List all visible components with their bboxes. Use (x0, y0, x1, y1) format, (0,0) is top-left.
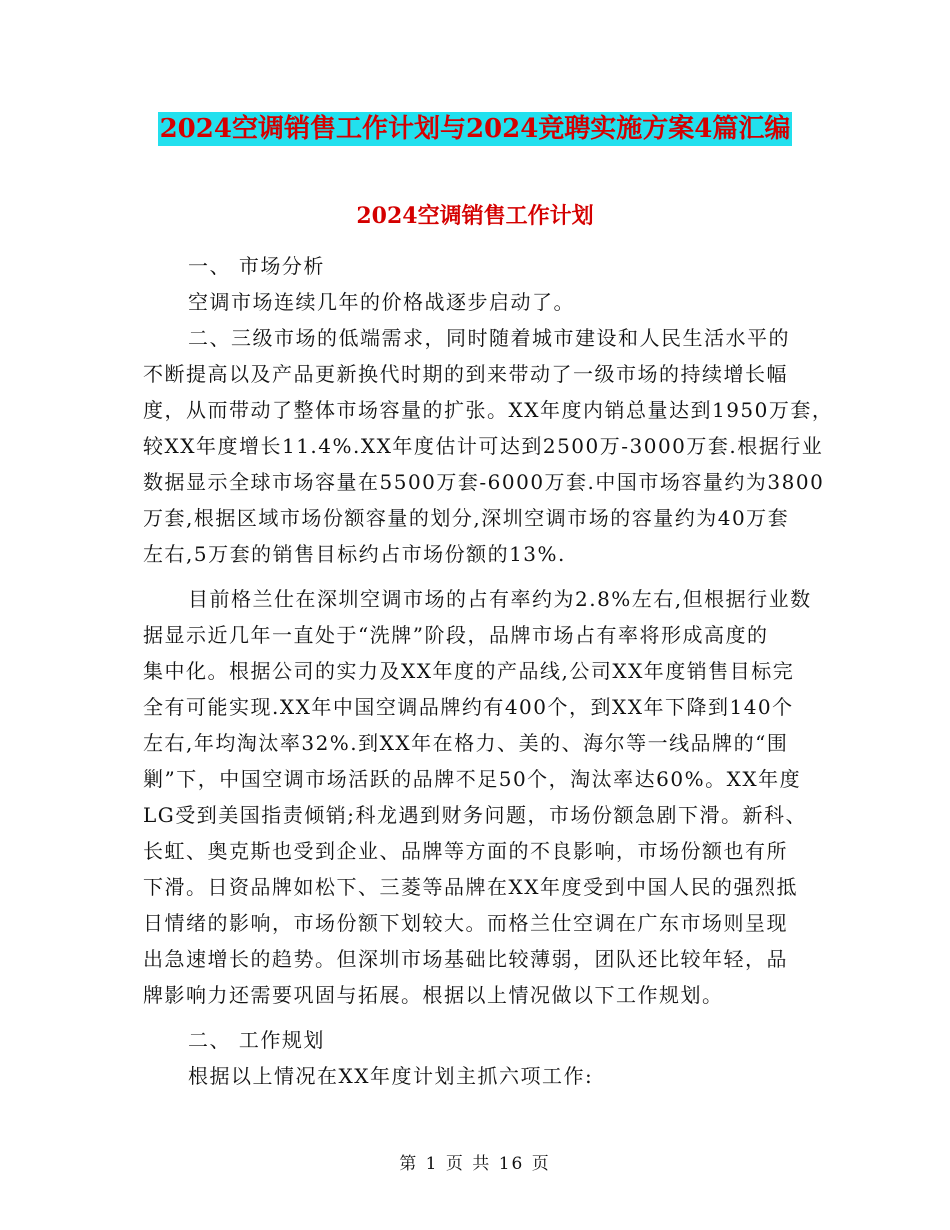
paragraph-line: LG受到美国指责倾销;科龙遇到财务问题，市场份额急剧下滑。新科、 (143, 803, 807, 827)
heading-market-analysis: 一、 市场分析 (188, 254, 325, 278)
paragraph-line: 长虹、奥克斯也受到企业、品牌等方面的不良影响，市场份额也有所 (143, 839, 788, 863)
heading-work-plan: 二、 工作规划 (188, 1028, 325, 1052)
paragraph-line: 下滑。日资品牌如松下、三菱等品牌在XX年度受到中国人民的强烈抵 (143, 875, 798, 899)
document-title: 2024空调销售工作计划与2024竞聘实施方案4篇汇编 (159, 114, 791, 144)
document-title-container (0, 112, 950, 146)
paragraph-line: 据显示近几年一直处于“洗牌”阶段，品牌市场占有率将形成高度的 (143, 623, 769, 647)
paragraph-line: 左右,年均淘汰率32%.到XX年在格力、美的、海尔等一线品牌的“围 (143, 731, 789, 755)
paragraph-line: 较XX年度增长11.4%.XX年度估计可达到2500万-3000万套.根据行业 (143, 434, 824, 458)
paragraph-line: 不断提高以及产品更新换代时期的到来带动了一级市场的持续增长幅 (143, 362, 788, 386)
paragraph-line: 度，从而带动了整体市场容量的扩张。XX年度内销总量达到1950万套， (143, 398, 834, 422)
paragraph-line: 二、三级市场的低端需求，同时随着城市建设和人民生活水平的 (188, 326, 790, 350)
paragraph-line: 牌影响力还需要巩固与拓展。根据以上情况做以下工作规划。 (143, 983, 724, 1007)
page-number-footer: 第 1 页 共 16 页 (399, 1154, 551, 1174)
paragraph-line: 目前格兰仕在深圳空调市场的占有率约为2.8%左右,但根据行业数 (188, 587, 812, 611)
paragraph-line: 数据显示全球市场容量在5500万套-6000万套.中国市场容量约为3800 (143, 470, 825, 494)
paragraph-line: 空调市场连续几年的价格战逐步启动了。 (188, 290, 575, 314)
paragraph-line: 剿”下，中国空调市场活跃的品牌不足50个，淘汰率达60%。XX年度 (143, 767, 802, 791)
paragraph-line: 全有可能实现.XX年中国空调品牌约有400个，到XX年下降到140个 (143, 695, 794, 719)
paragraph-line: 万套,根据区域市场份额容量的划分,深圳空调市场的容量约为40万套 (143, 506, 790, 530)
paragraph-line: 左右,5万套的销售目标约占市场份额的13%. (143, 542, 566, 566)
section-title: 2024空调销售工作计划 (356, 203, 594, 229)
paragraph-line: 出急速增长的趋势。但深圳市场基础比较薄弱，团队还比较年轻，品 (143, 947, 788, 971)
paragraph-line: 集中化。根据公司的实力及XX年度的产品线,公司XX年度销售目标完 (143, 659, 795, 683)
paragraph-line: 根据以上情况在XX年度计划主抓六项工作: (188, 1064, 594, 1088)
paragraph-line: 日情绪的影响，市场份额下划较大。而格兰仕空调在广东市场则呈现 (143, 911, 788, 935)
